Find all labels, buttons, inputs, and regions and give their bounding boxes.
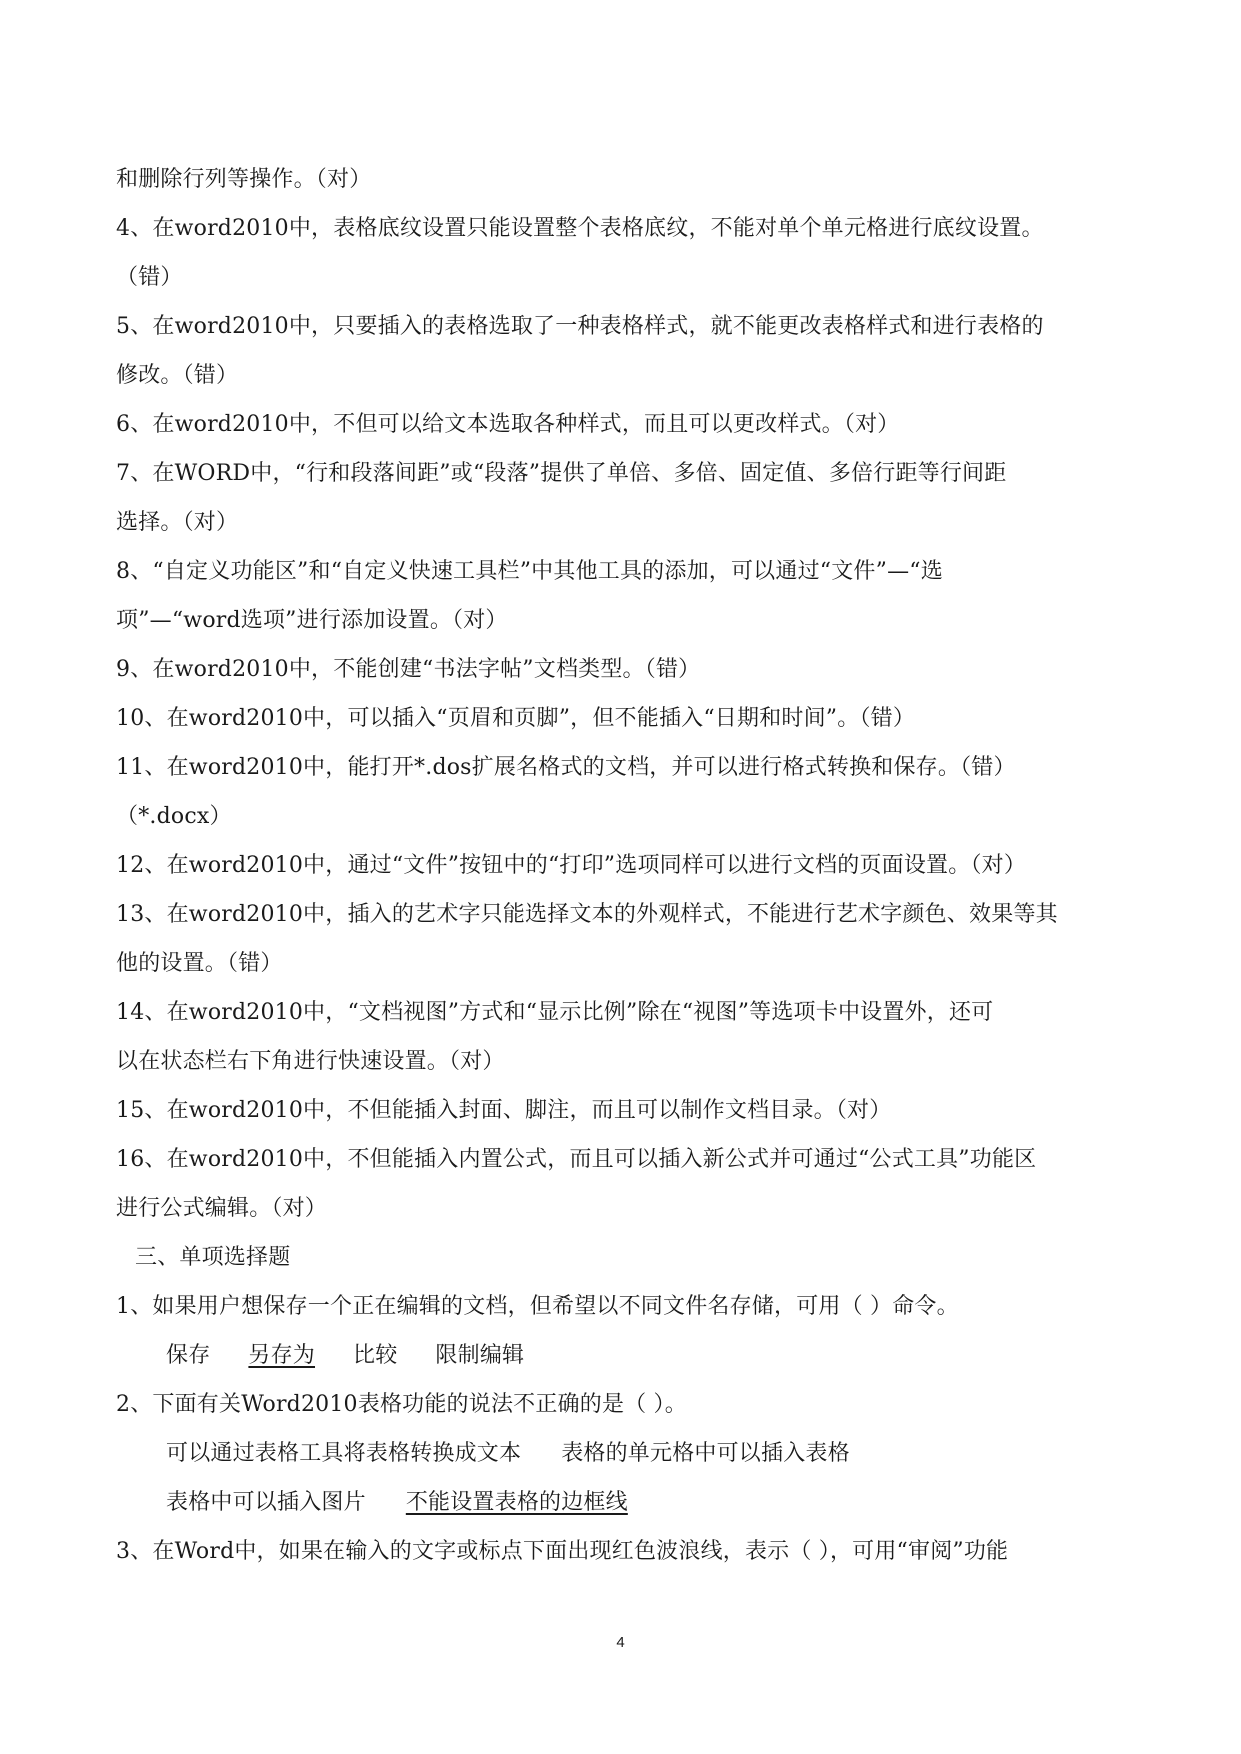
option-item: 比较 xyxy=(353,1343,398,1368)
page-content xyxy=(116,155,1136,1576)
text-line: 5、在word2010中，只要插入的表格选取了一种表格样式，就不能更改表格样式和进行表格的 xyxy=(116,314,1044,339)
text-line: 13、在word2010中，插入的艺术字只能选择文本的外观样式，不能进行艺术字颜色、效果等其 xyxy=(116,902,1058,927)
text-line: 4、在word2010中，表格底纹设置只能设置整个表格底纹，不能对单个单元格进行底纹设置。 xyxy=(116,216,1044,241)
text-line: 以在状态栏右下角进行快速设置。（对） xyxy=(116,1049,505,1074)
text-line: 10、在word2010中，可以插入“页眉和页脚”，但不能插入“日期和时间”。（错） xyxy=(116,706,916,731)
text-line: 14、在word2010中，“文档视图”方式和“显示比例”除在“视图”等选项卡中设置外，还可 xyxy=(116,1000,994,1025)
option-item: 限制编辑 xyxy=(435,1343,525,1368)
text-line: 11、在word2010中，能打开*.dos扩展名格式的文档，并可以进行格式转换和保存。（错） xyxy=(116,755,1016,780)
option-item: 可以通过表格工具将表格转换成文本 xyxy=(166,1441,522,1466)
text-line: 他的设置。（错） xyxy=(116,951,283,976)
question-options xyxy=(116,1429,1136,1478)
correct-option-item: 不能设置表格的边框线 xyxy=(405,1490,628,1515)
text-line: 和删除行列等操作。（对） xyxy=(116,167,372,192)
question-stem: 3、在Word中，如果在输入的文字或标点下面出现红色波浪线，表示（ ），可用“审阅”功能 xyxy=(116,1539,1009,1564)
question-stem: 1、如果用户想保存一个正在编辑的文档，但希望以不同文件名存储，可用（ ）命令。 xyxy=(116,1294,959,1319)
text-line: 12、在word2010中，通过“文件”按钮中的“打印”选项同样可以进行文档的页面设置。（对） xyxy=(116,853,1027,878)
text-line: 进行公式编辑。（对） xyxy=(116,1196,328,1221)
text-line: 7、在WORD中，“行和段落间距”或“段落”提供了单倍、多倍、固定值、多倍行距等行间距 xyxy=(116,461,1007,486)
question-stem: 2、下面有关Word2010表格功能的说法不正确的是（ ）。 xyxy=(116,1392,687,1417)
correct-option-item: 另存为 xyxy=(248,1343,316,1368)
question-options xyxy=(116,1478,1136,1527)
question-options xyxy=(116,1331,1136,1380)
text-line: 选择。（对） xyxy=(116,510,239,535)
option-item: 表格中可以插入图片 xyxy=(166,1490,366,1515)
text-line: 15、在word2010中，不但能插入封面、脚注，而且可以制作文档目录。（对） xyxy=(116,1098,892,1123)
page-number: 4 xyxy=(616,1634,625,1651)
option-item: 表格的单元格中可以插入表格 xyxy=(561,1441,850,1466)
text-line: 项”—“word选项”进行添加设置。（对） xyxy=(116,608,508,633)
option-item: 保存 xyxy=(166,1343,211,1368)
text-line: 修改。（错） xyxy=(116,363,239,388)
text-line: 9、在word2010中，不能创建“书法字帖”文档类型。（错） xyxy=(116,657,701,682)
text-line: （错） xyxy=(116,265,183,290)
text-line: 16、在word2010中，不但能插入内置公式，而且可以插入新公式并可通过“公式工具”功能区 xyxy=(116,1147,1037,1172)
text-line: （*.docx） xyxy=(116,804,232,829)
section-heading: 三、单项选择题 xyxy=(135,1245,291,1270)
text-line: 8、“自定义功能区”和“自定义快速工具栏”中其他工具的添加，可以通过“文件”—“选 xyxy=(116,559,943,584)
text-line: 6、在word2010中，不但可以给文本选取各种样式，而且可以更改样式。（对） xyxy=(116,412,900,437)
